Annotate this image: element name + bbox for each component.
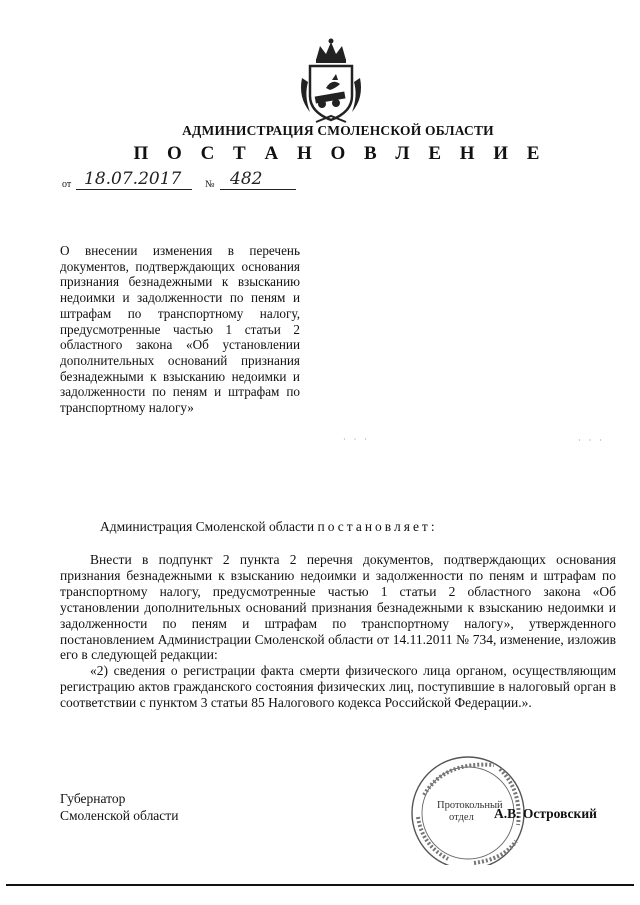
stamp-text	[437, 800, 503, 824]
body-paragraph: «2) сведения о регистрации факта смерти физического лица органом, осуществляющим регистрацию актов гражданского состояния физических лиц, поступившие в налоговый орган в соответствии с пунктом 3 статьи 85 Налогового кодекса Российской Федерации.».	[60, 663, 616, 711]
handwritten-date: 18.07.2017	[84, 169, 182, 189]
scan-artifact: · · ·	[343, 435, 370, 444]
date-number-line	[62, 170, 302, 192]
coat-of-arms-emblem	[296, 38, 366, 126]
organization-name: АДМИНИСТРАЦИЯ СМОЛЕНСКОЙ ОБЛАСТИ	[182, 123, 494, 138]
body-paragraph: Внести в подпункт 2 пункта 2 перечня документов, подтверждающих основания признания безнадежными к взысканию недоимки и задолженности по пеням и штрафам по транспортному налогу, предусмотренные частью 1 статьи 2 областного закона «Об установлении дополнительных оснований признания безнадежными к взысканию недоимки и задолженности по пеням и штрафам по транспортному налогу», утвержденного постановлением Администрации Смоленской области от 14.11.2011 № 734, изменение, изложив его в следующей редакции:	[60, 552, 616, 663]
bottom-border-line	[6, 884, 634, 886]
preamble-lead: Администрация Смоленской области	[100, 519, 315, 534]
handwritten-number: 482	[230, 169, 263, 189]
document-type-heading: П О С Т А Н О В Л Е Н И Е	[133, 143, 547, 164]
signatory-title-line: Смоленской области	[60, 808, 179, 823]
date-underline	[76, 189, 192, 190]
signatory-title-line: Губернатор	[60, 791, 126, 806]
scan-artifact: · · ·	[578, 436, 605, 445]
number-label: №	[205, 179, 215, 190]
preamble-action: постановляет:	[317, 519, 438, 534]
stamp-text-line: отдел	[449, 812, 474, 823]
number-underline	[220, 189, 296, 190]
stamp-text-line: Протокольный	[437, 800, 503, 811]
preamble	[100, 519, 438, 535]
subject-block: О внесении изменения в перечень документов, подтверждающих основания признания безнадежными к взысканию недоимки и задолженности по пеням и штрафам по транспортному налогу, предусмотренные частью 1 статьи 2 областного закона «Об установлении дополнительных оснований признания безнадежными к взысканию недоимки и задолженности по пеням и штрафам по транспортному налогу»	[60, 243, 300, 416]
decree-body	[60, 552, 616, 711]
signatory-title	[60, 790, 178, 824]
signatory-name: А.В. Островский	[494, 806, 597, 821]
date-label: от	[62, 179, 72, 190]
